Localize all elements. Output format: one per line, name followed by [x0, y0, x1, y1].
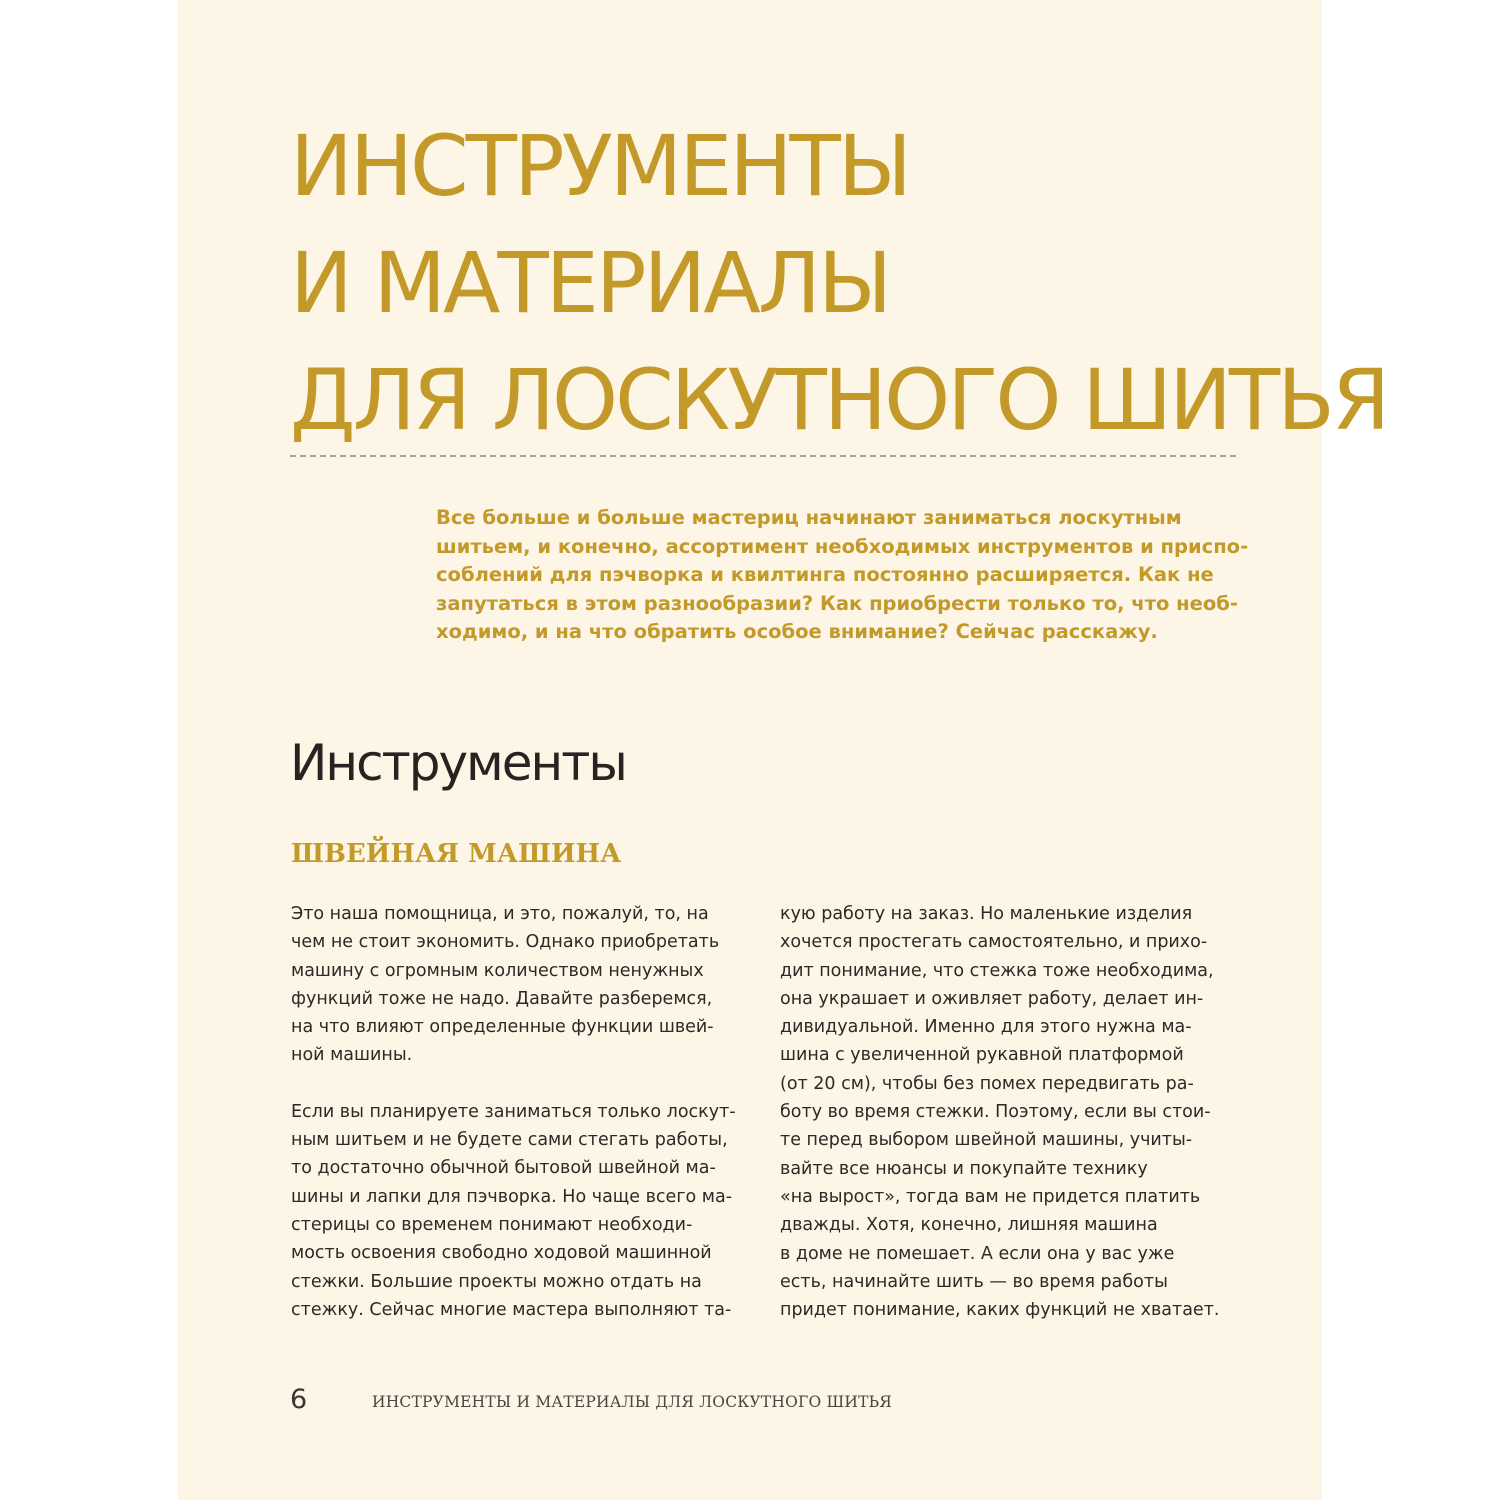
text-line: Это наша помощница, и это, пожалуй, то, на	[291, 904, 709, 924]
text-line: придет понимание, каких функций не хватает.	[780, 1300, 1220, 1321]
text-line: чем не стоит экономить. Однако приобретать	[291, 932, 720, 953]
text-line: машину с огромным количеством ненужных	[291, 960, 704, 981]
text-line: те перед выбором швейной машины, учиты-	[780, 1130, 1193, 1151]
lead-paragraph	[436, 504, 1256, 647]
text-line: дивидуальной. Именно для этого нужна ма-	[780, 1017, 1192, 1038]
text-line: (от 20 см), чтобы без помех передвигать ра-	[780, 1073, 1194, 1094]
text-line: дважды. Хотя, конечно, лишняя машина	[780, 1215, 1158, 1236]
page-number: 6	[290, 1384, 308, 1415]
text-line: стежки. Большие проекты можно отдать на	[291, 1271, 702, 1292]
text-line: она украшает и оживляет работу, делает ин-	[780, 988, 1204, 1009]
text-line: ной машины.	[291, 1045, 413, 1066]
text-line: мость освоения свободно ходовой машинной	[291, 1243, 712, 1264]
chapter-title	[290, 108, 1388, 459]
text-line: вайте все нюансы и покупайте технику	[780, 1158, 1148, 1179]
body-paragraph	[780, 900, 1250, 1324]
running-head: ИНСТРУМЕНТЫ И МАТЕРИАЛЫ ДЛЯ ЛОСКУТНОГО ШИТЬЯ	[372, 1393, 893, 1411]
text-line: Если вы планируете заниматься только лоскут-	[291, 1101, 736, 1122]
book-page	[178, 0, 1388, 1500]
body-paragraph	[291, 1098, 761, 1324]
lead-line: шитьем, и конечно, ассортимент необходимых инструментов и приспо-	[436, 534, 1249, 558]
text-line: шина с увеличенной рукавной платформой	[780, 1045, 1184, 1066]
text-line: хочется простегать самостоятельно, и прихо-	[780, 932, 1208, 953]
section-heading: Инструменты	[290, 734, 626, 792]
text-line: в доме не помешает. А если она у вас уже	[780, 1243, 1175, 1264]
text-line: боту во время стежки. Поэтому, если вы стои-	[780, 1102, 1211, 1123]
body-paragraph	[291, 900, 761, 1070]
text-column-right	[780, 900, 1250, 1324]
text-line: функций тоже не надо. Давайте разберемся,	[291, 988, 713, 1009]
chapter-title-line: И МАТЕРИАЛЫ	[290, 234, 890, 332]
text-line: есть, начинайте шить — во время работы	[780, 1271, 1168, 1292]
text-line: то достаточно обычной бытовой швейной ма-	[291, 1158, 716, 1179]
text-line: стерицы со временем понимают необходи-	[291, 1214, 693, 1235]
chapter-title-line: ИНСТРУМЕНТЫ	[290, 117, 909, 215]
text-line: на что влияют определенные функции швей-	[291, 1017, 714, 1038]
dashed-divider	[290, 455, 1236, 457]
text-line: дит понимание, что стежка тоже необходима,	[780, 960, 1214, 981]
lead-line: соблений для пэчворка и квилтинга постоянно расширяется. Как не	[436, 563, 1214, 586]
text-line: стежку. Сейчас многие мастера выполняют та-	[291, 1299, 732, 1320]
lead-line: Все больше и больше мастериц начинают заниматься лоскутным	[436, 506, 1182, 529]
lead-line: запутаться в этом разнообразии? Как приобрести только то, что необ-	[436, 591, 1238, 615]
lead-line: ходимо, и на что обратить особое внимание? Сейчас расскажу.	[436, 620, 1158, 643]
text-line: кую работу на заказ. Но маленькие изделия	[780, 904, 1193, 924]
text-column-left	[291, 900, 761, 1324]
text-line: «на вырост», тогда вам не придется платить	[780, 1186, 1201, 1207]
chapter-title-line: ДЛЯ ЛОСКУТНОГО ШИТЬЯ	[290, 351, 1388, 449]
text-line: ным шитьем и не будете сами стегать работы,	[291, 1130, 728, 1151]
text-line: шины и лапки для пэчворка. Но чаще всего ма-	[291, 1186, 733, 1207]
subsection-heading: ШВЕЙНАЯ МАШИНА	[291, 839, 622, 869]
